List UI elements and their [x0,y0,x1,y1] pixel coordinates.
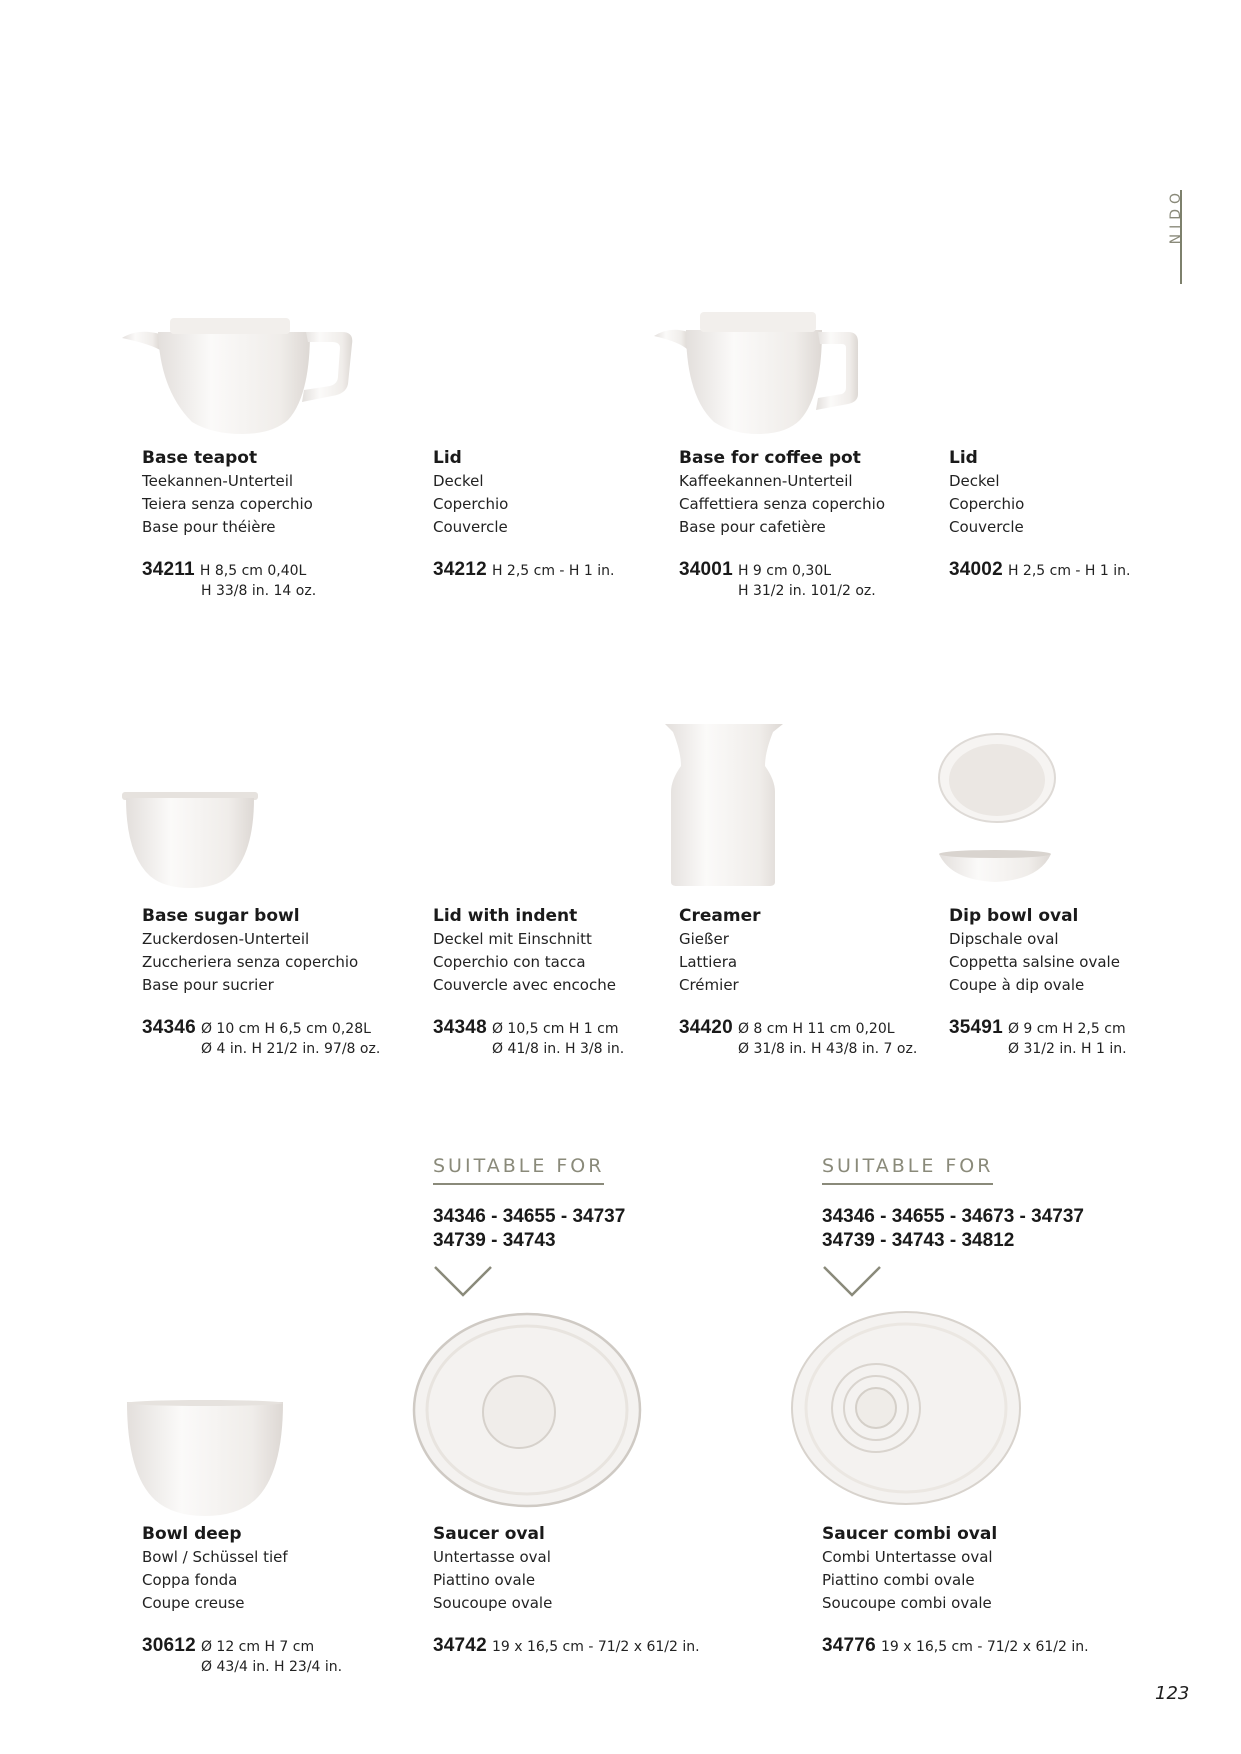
product-saucer-combi-oval [822,1523,1089,1657]
product-it: Coperchio [949,495,1025,513]
product-spec [949,559,1209,581]
product-fr: Base pour théière [142,518,276,536]
product-fr: Soucoupe combi ovale [822,1594,992,1612]
product-saucer-oval [433,1523,700,1657]
product-code: 34742 [433,1635,487,1656]
product-lid-coffee-pot [949,447,1209,581]
teapot-image [120,310,360,435]
product-code: 35491 [949,1017,1003,1038]
product-fr: Coupe creuse [142,1594,245,1612]
product-de: Deckel [433,472,484,490]
product-name: Bowl deep [142,1524,242,1544]
product-base-sugar-bowl [142,905,402,1057]
product-name: Dip bowl oval [949,906,1079,926]
product-code: 34002 [949,559,1003,580]
product-base-coffee-pot [679,447,939,599]
product-it: Teiera senza coperchio [142,495,313,513]
brand-side-label: NIDO [1168,188,1184,245]
suitable-for-saucer-combi [822,1155,1222,1253]
product-code: 34212 [433,559,487,580]
product-name: Saucer combi oval [822,1524,998,1544]
product-name: Base teapot [142,448,258,468]
product-fr: Couvercle [433,518,508,536]
product-spec [433,1017,693,1057]
product-fr: Base pour cafetière [679,518,826,536]
product-code: 34348 [433,1017,487,1038]
product-spec [949,1017,1209,1057]
product-code: 30612 [142,1635,196,1656]
suitable-title: SUITABLE FOR [433,1155,604,1185]
product-de: Deckel [949,472,1000,490]
product-de: Bowl / Schüssel tief [142,1548,288,1566]
product-dim-metric: H 2,5 cm - H 1 in. [491,563,615,579]
product-de: Zuckerdosen-Unterteil [142,930,310,948]
product-fr: Couvercle [949,518,1024,536]
product-de: Combi Untertasse oval [822,1548,993,1566]
product-dim-metric: H 8,5 cm 0,40L [199,563,307,579]
product-it: Lattiera [679,953,738,971]
suitable-codes [433,1205,833,1253]
coffee-pot-image [652,310,872,435]
product-dim-imperial: Ø 41/8 in. H 3/8 in. [492,1041,625,1057]
saucer-combi-image [790,1308,1022,1508]
product-it: Coperchio con tacca [433,953,586,971]
product-it: Coppa fonda [142,1571,238,1589]
product-spec [433,1635,700,1657]
product-it: Piattino combi ovale [822,1571,975,1589]
suitable-codes-line: 34739 - 34743 [433,1230,556,1251]
product-dim-imperial: H 31/2 in. 101/2 oz. [738,583,876,599]
product-dim-metric: Ø 12 cm H 7 cm [200,1639,315,1655]
product-spec [822,1635,1089,1657]
page-number: 123 [1155,1683,1190,1704]
product-fr: Couvercle avec encoche [433,976,616,994]
product-spec [142,559,402,599]
product-it: Coperchio [433,495,509,513]
creamer-image [663,722,785,887]
product-dim-imperial: Ø 31/8 in. H 43/8 in. 7 oz. [738,1041,918,1057]
product-it: Caffettiera senza coperchio [679,495,886,513]
suitable-codes-line: 34346 - 34655 - 34673 - 34737 [822,1206,1084,1227]
dip-bowl-image [935,730,1055,890]
product-spec [433,559,693,581]
product-creamer [679,905,939,1057]
product-code: 34001 [679,559,733,580]
product-lid-with-indent [433,905,693,1057]
product-bowl-deep [142,1523,402,1675]
product-dim-imperial: Ø 31/2 in. H 1 in. [1008,1041,1127,1057]
product-it: Coppetta salsine ovale [949,953,1120,971]
product-dim-metric: 19 x 16,5 cm - 71/2 x 61/2 in. [880,1639,1089,1655]
product-name: Creamer [679,906,761,926]
product-de: Deckel mit Einschnitt [433,930,592,948]
product-de: Untertasse oval [433,1548,551,1566]
product-fr: Crémier [679,976,739,994]
product-name: Lid [433,448,462,468]
product-dim-imperial: H 33/8 in. 14 oz. [201,583,317,599]
product-dim-metric: Ø 8 cm H 11 cm 0,20L [737,1021,895,1037]
product-spec [142,1017,402,1057]
product-code: 34346 [142,1017,196,1038]
product-name: Base sugar bowl [142,906,300,926]
suitable-for-saucer-oval [433,1155,833,1253]
product-code: 34211 [142,559,195,580]
product-fr: Base pour sucrier [142,976,274,994]
product-dim-imperial: Ø 43/4 in. H 23/4 in. [201,1659,343,1675]
product-dim-metric: Ø 10,5 cm H 1 cm [491,1021,619,1037]
product-de: Gießer [679,930,729,948]
product-dim-metric: 19 x 16,5 cm - 71/2 x 61/2 in. [491,1639,700,1655]
chevron-down-icon [822,1265,882,1297]
product-name: Lid [949,448,978,468]
product-dip-bowl-oval [949,905,1209,1057]
product-dim-imperial: Ø 4 in. H 21/2 in. 97/8 oz. [201,1041,381,1057]
product-de: Kaffeekannen-Unterteil [679,472,853,490]
product-dim-metric: Ø 9 cm H 2,5 cm [1007,1021,1126,1037]
bowl-deep-image [125,1400,285,1518]
product-it: Zuccheriera senza coperchio [142,953,359,971]
product-name: Base for coffee pot [679,448,861,468]
product-dim-metric: H 9 cm 0,30L [737,563,832,579]
product-dim-metric: Ø 10 cm H 6,5 cm 0,28L [200,1021,371,1037]
product-spec [679,559,939,599]
product-dim-metric: H 2,5 cm - H 1 in. [1007,563,1131,579]
product-fr: Coupe à dip ovale [949,976,1085,994]
product-name: Lid with indent [433,906,578,926]
product-spec [142,1635,402,1675]
product-spec [679,1017,939,1057]
product-fr: Soucoupe ovale [433,1594,553,1612]
suitable-codes-line: 34739 - 34743 - 34812 [822,1230,1015,1251]
suitable-codes [822,1205,1222,1253]
product-name: Saucer oval [433,1524,545,1544]
product-base-teapot [142,447,402,599]
chevron-down-icon [433,1265,493,1297]
product-de: Teekannen-Unterteil [142,472,294,490]
saucer-oval-image [412,1310,642,1510]
product-de: Dipschale oval [949,930,1059,948]
suitable-title: SUITABLE FOR [822,1155,993,1185]
sugar-bowl-image [120,790,260,890]
product-code: 34420 [679,1017,733,1038]
product-lid-teapot [433,447,693,581]
product-it: Piattino ovale [433,1571,536,1589]
suitable-codes-line: 34346 - 34655 - 34737 [433,1206,626,1227]
product-code: 34776 [822,1635,876,1656]
